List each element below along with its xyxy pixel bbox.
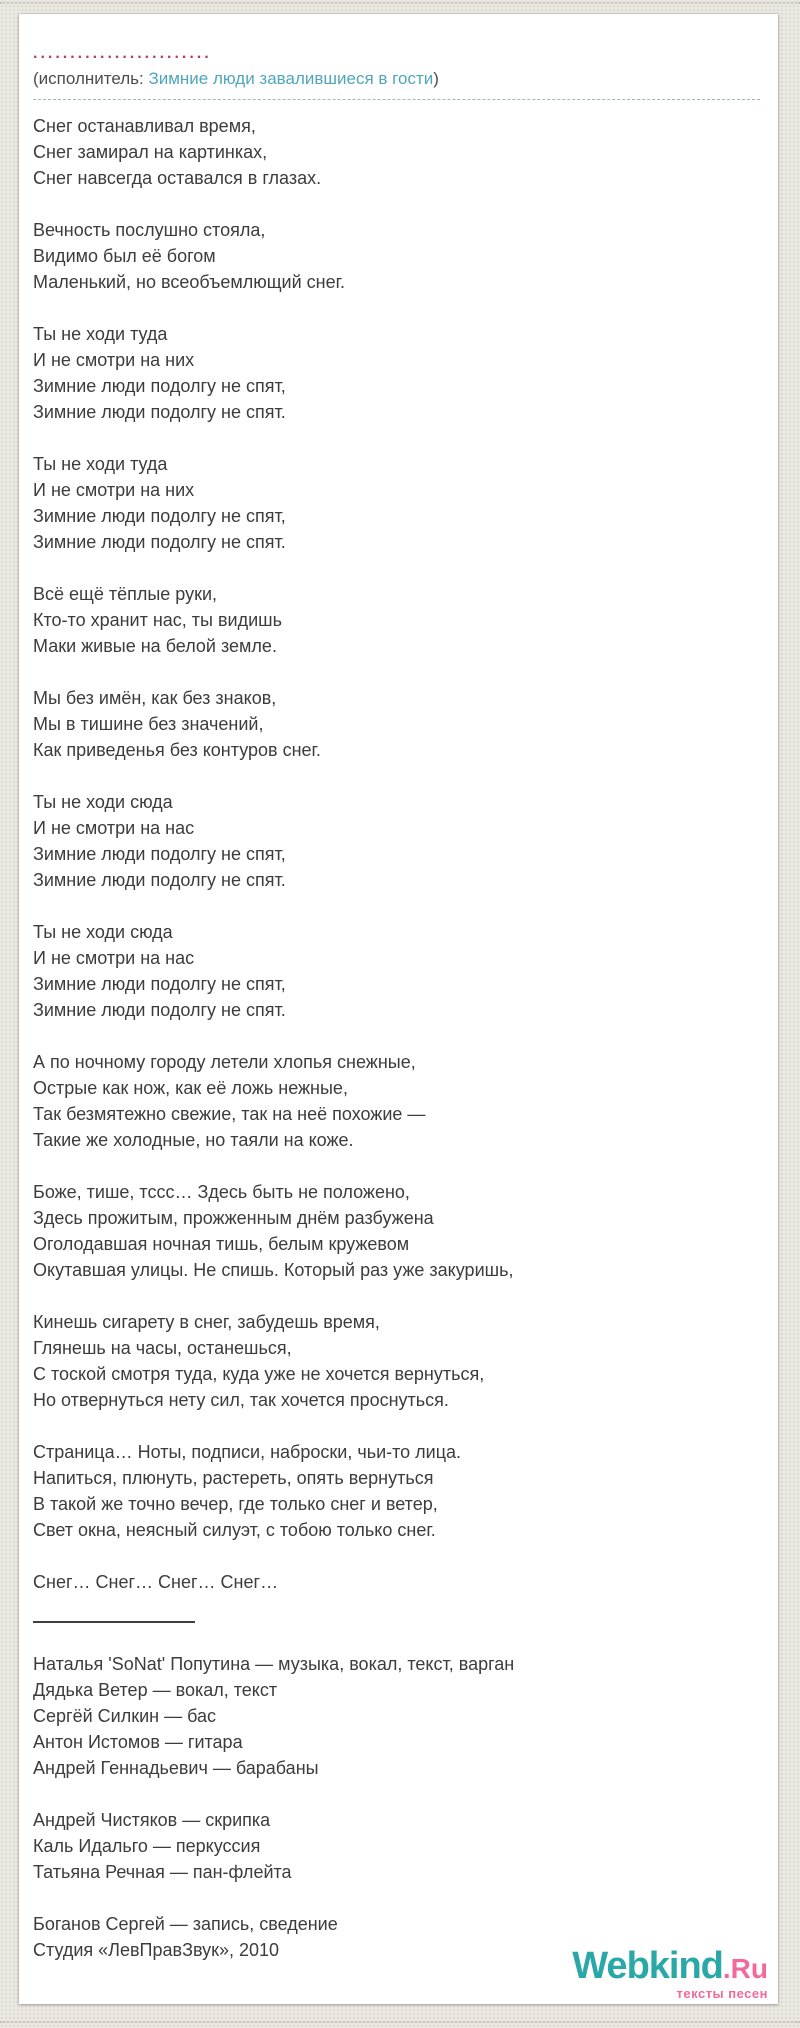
artist-label-close: ) [433, 69, 439, 88]
credit-block [33, 1651, 760, 1781]
lyric-line: Так безмятежно свежие, так на неё похожие — [33, 1104, 426, 1124]
lyric-line: Зимние люди подолгу не спят, [33, 974, 286, 994]
lyric-line: Зимние люди подолгу не спят. [33, 1000, 286, 1020]
credit-line: Татьяна Речная — пан-флейта [33, 1862, 292, 1882]
lyric-line: В такой же точно вечер, где только снег и ветер, [33, 1494, 438, 1514]
lyric-line: Зимние люди подолгу не спят, [33, 844, 286, 864]
stanza [33, 1439, 760, 1543]
lyric-line: Вечность послушно стояла, [33, 220, 266, 240]
credit-line: Боганов Сергей — запись, сведение [33, 1914, 338, 1934]
background-stitch-bottom [0, 2021, 800, 2023]
stanza [33, 321, 760, 425]
lyric-line: Зимние люди подолгу не спят, [33, 506, 286, 526]
credit-line: Сергёй Силкин — бас [33, 1706, 216, 1726]
webkind-logo-tagline: тексты песен [676, 1986, 768, 2001]
lyric-line: Снег замирал на картинках, [33, 142, 268, 162]
lyric-line: Свет окна, неясный силуэт, с тобою только снег. [33, 1520, 436, 1540]
lyric-line: И не смотри на нас [33, 818, 195, 838]
lyric-line: Боже, тише, тссс… Здесь быть не положено, [33, 1182, 410, 1202]
lyric-line: Такие же холодные, но таяли на коже. [33, 1130, 354, 1150]
lyric-line: Оголодавшая ночная тишь, белым кружевом [33, 1234, 410, 1254]
lyric-line: Ты не ходи сюда [33, 922, 173, 942]
credit-block [33, 1807, 760, 1885]
credit-line: Андрей Геннадьевич — барабаны [33, 1758, 319, 1778]
lyric-line: Мы в тишине без значений, [33, 714, 264, 734]
lyric-line: С тоской смотря туда, куда уже не хочется вернуться, [33, 1364, 485, 1384]
background-stitch-top [0, 2, 800, 4]
stanza [33, 581, 760, 659]
lyric-line: Напиться, плюнуть, растереть, опять вернуться [33, 1468, 434, 1488]
artist-line [33, 68, 760, 100]
lyric-line: А по ночному городу летели хлопья снежные, [33, 1052, 416, 1072]
credit-line: Студия «ЛевПравЗвук», 2010 [33, 1940, 280, 1960]
stanza [33, 217, 760, 295]
song-title-dots: ........................ [33, 45, 212, 62]
stanza [33, 113, 760, 191]
lyric-line: Ты не ходи сюда [33, 792, 173, 812]
lyric-line: Но отвернуться нету сил, так хочется проснуться. [33, 1390, 449, 1410]
webkind-logo-main: Webkind [572, 1945, 723, 1987]
lyric-line: Снег останавливал время, [33, 116, 256, 136]
lyric-line: Зимние люди подолгу не спят. [33, 532, 286, 552]
lyric-line: Ты не ходи туда [33, 324, 168, 344]
webkind-logo-suffix: .Ru [722, 1953, 768, 1984]
lyric-line: И не смотри на них [33, 480, 195, 500]
lyric-line: Острые как нож, как её ложь нежные, [33, 1078, 348, 1098]
artist-label: (исполнитель: [33, 69, 144, 88]
lyric-line: Как приведенья без контуров снег. [33, 740, 321, 760]
lyric-line: Мы без имён, как без знаков, [33, 688, 277, 708]
stanza [33, 451, 760, 555]
stanza [33, 1049, 760, 1153]
lyric-line: Снег… Снег… Снег… Снег… [33, 1572, 279, 1592]
stanza [33, 1569, 760, 1595]
lyric-line: Окутавшая улицы. Не спишь. Который раз уже закуришь, [33, 1260, 514, 1280]
lyric-line: Маки живые на белой земле. [33, 636, 277, 656]
credit-line: Антон Истомов — гитара [33, 1732, 243, 1752]
stanza [33, 789, 760, 893]
lyrics-card [19, 14, 778, 2004]
stanza [33, 685, 760, 763]
lyric-line: Всё ещё тёплые руки, [33, 584, 218, 604]
lyric-line: Кинешь сигарету в снег, забудешь время, [33, 1312, 380, 1332]
lyric-line: И не смотри на них [33, 350, 195, 370]
lyric-line: Глянешь на часы, останешься, [33, 1338, 292, 1358]
artist-link[interactable]: Зимние люди завалившиеся в гости [148, 69, 434, 88]
lyric-line: Зимние люди подолгу не спят, [33, 376, 286, 396]
lyric-line: Зимние люди подолгу не спят. [33, 870, 286, 890]
lyric-line: И не смотри на нас [33, 948, 195, 968]
webkind-logo[interactable] [572, 1947, 768, 2000]
lyric-line: Ты не ходи туда [33, 454, 168, 474]
lyric-line: Зимние люди подолгу не спят. [33, 402, 286, 422]
webkind-logo-wordmark[interactable] [572, 1947, 768, 1985]
credit-line: Каль Идальго — перкуссия [33, 1836, 261, 1856]
lyric-line: Кто-то хранит нас, ты видишь [33, 610, 282, 630]
credit-line: Наталья 'SoNat' Попутина — музыка, вокал, текст, варган [33, 1654, 515, 1674]
lyric-line: Страница… Ноты, подписи, наброски, чьи-то лица. [33, 1442, 462, 1462]
credit-line: Дядька Ветер — вокал, текст [33, 1680, 278, 1700]
credits-text [33, 1651, 760, 1963]
lyrics-text [33, 113, 760, 1595]
lyric-line: Видимо был её богом [33, 246, 216, 266]
lyric-line: Здесь прожитым, прожженным днём разбужена [33, 1208, 434, 1228]
stanza [33, 1179, 760, 1283]
credits-separator [33, 1621, 195, 1623]
stanza [33, 1309, 760, 1413]
lyric-line: Маленький, но всеобъемлющий снег. [33, 272, 345, 292]
credit-line: Андрей Чистяков — скрипка [33, 1810, 271, 1830]
lyric-line: Снег навсегда оставался в глазах. [33, 168, 322, 188]
stanza [33, 919, 760, 1023]
